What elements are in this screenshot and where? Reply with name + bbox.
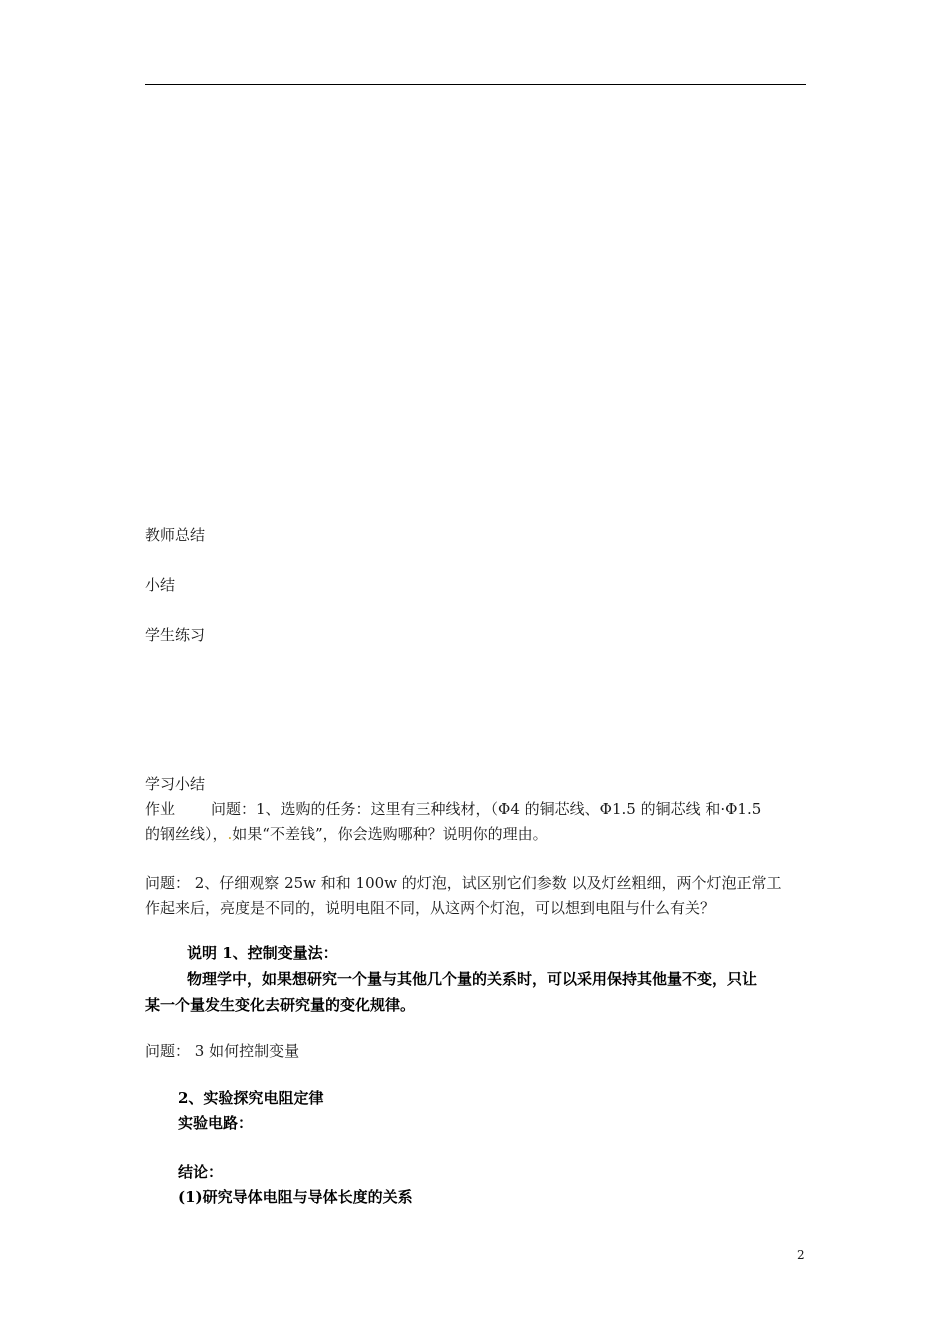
explanation-title: 说明 1、控制变量法： (187, 944, 338, 962)
conclusion-item-1: (1)研究导体电阻与导体长度的关系 (178, 1188, 413, 1206)
experiment-circuit-label: 实验电路： (178, 1114, 254, 1132)
explanation-body-line-1: 物理学中，如果想研究一个量与其他几个量的关系时，可以采用保持其他量不变，只让 (187, 970, 758, 988)
heading-learning-summary: 学习小结 (145, 775, 206, 793)
experiment-title: 2、实验探究电阻定律 (178, 1089, 324, 1107)
homework-question-1-line-1 (145, 799, 761, 819)
question-1-text: 问题：1、选购的任务：这里有三种线材，（Φ4 的铜芯线、Φ1.5 的铜芯线 和·Φ1.5 (211, 800, 762, 818)
homework-label: 作业 (145, 800, 176, 818)
header-rule (145, 84, 806, 85)
heading-teacher-summary: 教师总结 (145, 526, 206, 544)
explanation-body-line-2: 某一个量发生变化去研究量的变化规律。 (145, 996, 416, 1014)
question-2-line-1: 问题： 2、仔细观察 25w 和和 100w 的灯泡，试区别它们参数 以及灯丝粗细，两个灯泡正常工 (145, 874, 782, 892)
homework-question-1-line-2 (145, 824, 548, 844)
heading-student-practice: 学生练习 (145, 626, 206, 644)
question-1-text-cont: 的钢丝线）， (145, 825, 228, 843)
question-1-text-end: 如果“不差钱”，你会选购哪种？说明你的理由。 (232, 825, 548, 843)
question-3: 问题： 3 如何控制变量 (145, 1042, 300, 1060)
conclusion-label: 结论： (178, 1163, 224, 1181)
stray-dot: . (227, 825, 233, 843)
page-number: 2 (797, 1248, 805, 1262)
question-2-line-2: 作起来后，亮度是不同的，说明电阻不同，从这两个灯泡，可以想到电阻与什么有关？ (145, 899, 716, 917)
heading-summary: 小结 (145, 576, 176, 594)
